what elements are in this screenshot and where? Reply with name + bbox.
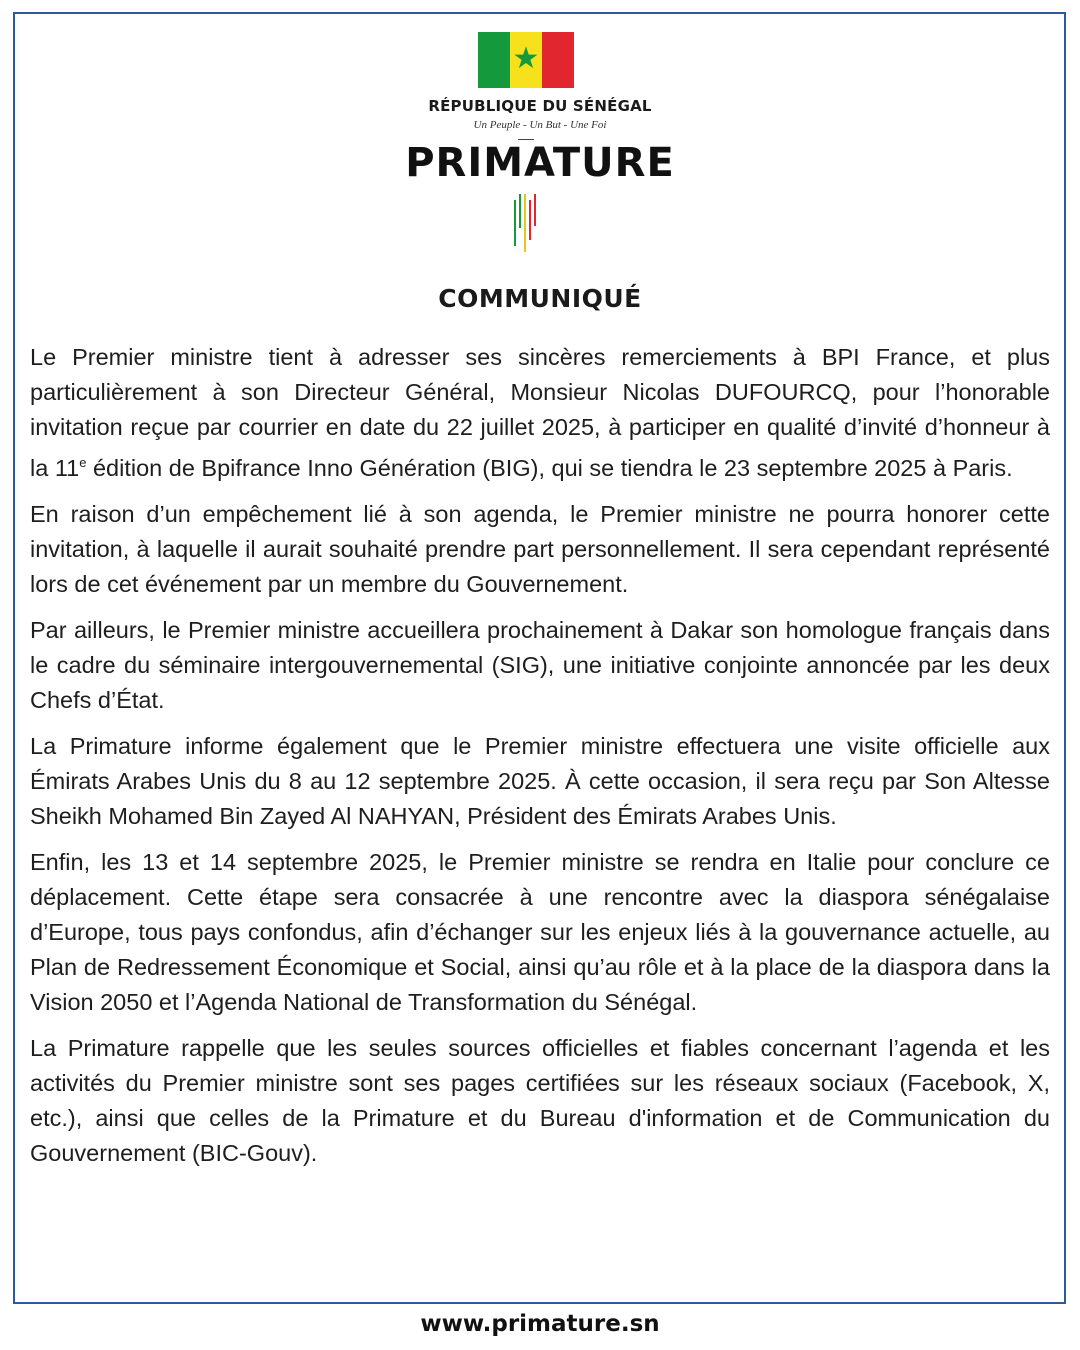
paragraph: Enfin, les 13 et 14 septembre 2025, le Premier ministre se rendra en Italie pour conclure ce déplacement. Cette étape sera consacrée à une rencontre avec la diaspora sénégalaise d’Europe, tous pays confondus, afin d’échanger sur les enjeux liés à la gouvernance actuelle, au Plan de Redressement Économique et Social, ainsi qu’au rôle et à la place de la diaspora dans la Vision 2050 et l’Agenda National de Transformation du Sénégal.: [30, 848, 1050, 1015]
national-motto: Un Peuple - Un But - Une Foi: [473, 119, 607, 131]
paragraph: La Primature rappelle que les seules sources officielles et fiables concernant l’agenda et les activités du Premier ministre sont ses pages certifiées sur les réseaux sociaux (Facebook, X, etc.), ainsi que celles de la Primature et du Bureau d'information et de Communication du Gouvernement (BIC-Gouv).: [30, 1034, 1050, 1166]
senegal-flag-icon: [478, 32, 574, 88]
republic-name: RÉPUBLIQUE DU SÉNÉGAL: [428, 97, 652, 115]
communique-body: [30, 340, 1050, 1182]
institution-title: PRIMATURE: [405, 140, 675, 186]
website-link[interactable]: www.primature.sn: [420, 1311, 660, 1337]
star-icon: ★: [512, 41, 540, 76]
paragraph: La Primature informe également que le Premier ministre effectuera une visite officielle aux Émirats Arabes Unis du 8 au 12 septembre 2025. À cette occasion, il sera reçu par Son Altesse Sheikh Mohamed Bin Zayed Al NAHYAN, Président des Émirats Arabes Unis.: [30, 732, 1050, 829]
flag-green-band: [478, 32, 510, 88]
tricolor-stripes-icon: [514, 194, 538, 252]
flag-red-band: [542, 32, 574, 88]
document-title: COMMUNIQUÉ: [438, 284, 642, 313]
paragraph: Le Premier ministre tient à adresser ses sincères remerciements à BPI France, et plus particulièrement à son Directeur Général, Monsieur Nicolas DUFOURCQ, pour l’honorable invitation reçue par courrier en date du 22 juillet 2025, à participer en qualité d’invité d’honneur à la 11e édition de Bpifrance Inno Génération (BIG), qui se tiendra le 23 septembre 2025 à Paris.: [30, 344, 1050, 481]
flag-yellow-band: [510, 32, 542, 88]
paragraph: En raison d’un empêchement lié à son agenda, le Premier ministre ne pourra honorer cette invitation, à laquelle il aurait souhaité prendre part personnellement. Il sera cependant représenté lors de cet événement par un membre du Gouvernement.: [30, 500, 1050, 597]
paragraph: Par ailleurs, le Premier ministre accueillera prochainement à Dakar son homologue français dans le cadre du séminaire intergouvernemental (SIG), une initiative conjointe annoncée par les deux Chefs d’État.: [30, 616, 1050, 713]
